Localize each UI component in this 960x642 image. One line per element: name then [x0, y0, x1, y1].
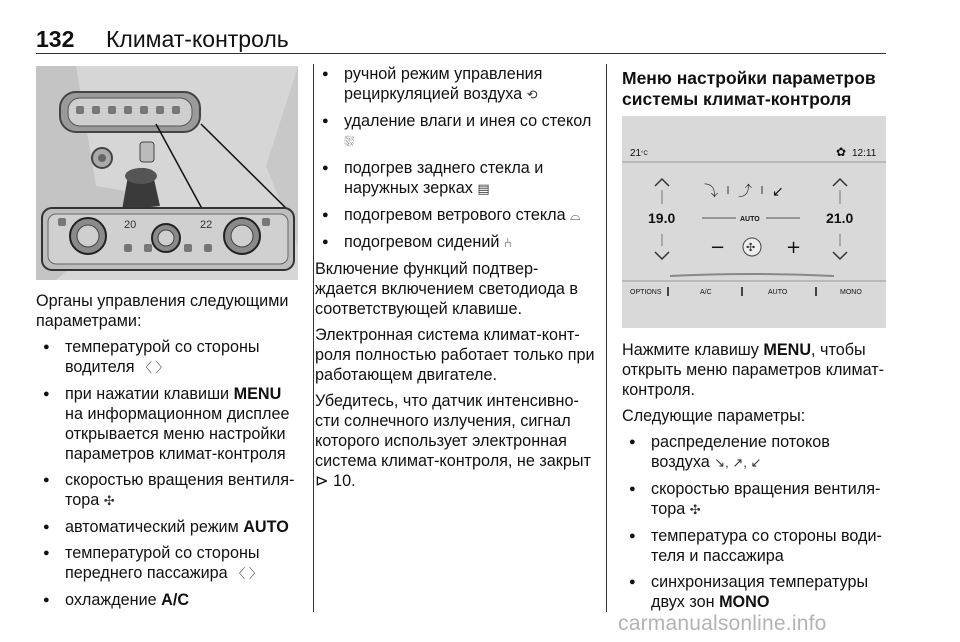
col3-list: [622, 432, 886, 612]
page-reference-link[interactable]: ⊳ 10.: [315, 472, 356, 490]
ac-button: A/C: [700, 289, 712, 296]
fan-icon: ✣: [103, 493, 115, 508]
list-item: ● удаление влаги и инея со стекол ⛆: [315, 111, 595, 152]
col2-paragraph-2: Электронная система климат-конт-роля полностью работает только при работающем двигателе.: [315, 326, 595, 384]
list-item: ● температурой со стороны водителя 〈 〉: [36, 337, 298, 378]
list-item: ● подогревом сидений ⑃: [315, 232, 595, 253]
climate-screen: [622, 116, 886, 328]
outside-temperature: 21: [630, 148, 642, 159]
column-separator: [606, 64, 607, 612]
page-header: [36, 24, 886, 54]
section-title: Климат-контроль: [106, 26, 289, 52]
left-temperature: 19.0: [648, 210, 676, 226]
fan-increase-button: +: [786, 237, 802, 258]
seat-heat-icon: ⑃: [503, 235, 512, 250]
col3-params-label: Следующие параметры:: [622, 407, 806, 425]
menu-key: MENU: [763, 341, 812, 359]
col2-list: [315, 64, 595, 253]
list-item: ● автоматический режим AUTO: [36, 517, 298, 537]
rear-window-heat-icon: ▤: [477, 181, 490, 196]
column-3: [622, 340, 886, 618]
auto-key: AUTO: [243, 518, 289, 536]
list-item: ● охлаждение A/C: [36, 590, 298, 610]
list-item: ● распределение потоков воздуха ↘, ↗, ↙: [622, 432, 886, 473]
menu-key: MENU: [233, 385, 282, 403]
column-2: [315, 64, 595, 497]
ac-key: A/C: [161, 591, 190, 609]
column-1: [36, 291, 298, 616]
list-item: ● скоростью вращения вентиля-тора ✣: [36, 470, 298, 511]
menu-section-heading: Меню настройки параметров системы климат-контроля: [622, 68, 876, 109]
auto-mode-label: AUTO: [740, 216, 760, 223]
gear-icon: ✿: [836, 145, 847, 159]
list-item: ● ручной режим управления рециркуляцией воздуха ⟲: [315, 64, 595, 105]
airflow-distribution-icon: ↘, ↗, ↙: [714, 455, 762, 470]
console-left-display: 20: [124, 219, 137, 231]
list-item: ● скоростью вращения вентиля-тора ✣: [622, 479, 886, 520]
console-photo: [36, 66, 298, 280]
fan-icon: ✣: [689, 502, 701, 517]
header-rule: [36, 53, 886, 54]
fan-decrease-button: −: [710, 237, 726, 258]
right-temperature: 21.0: [826, 210, 854, 226]
airflow-lower-icon: ↙: [772, 184, 784, 200]
options-button: OPTIONS: [630, 289, 662, 296]
col3-intro: Нажмите клавишу MENU, чтобы открыть меню параметров климат-контроля.: [622, 341, 885, 399]
mono-key: MONO: [719, 593, 770, 611]
temperature-knob-icon: 〈 〉: [138, 360, 169, 375]
airflow-middle-icon: ⤴: [738, 184, 752, 200]
list-item: ● температурой со стороны переднего пассажира 〈 〉: [36, 543, 298, 584]
list-item: ● синхронизация температуры двух зон MONO: [622, 572, 886, 612]
col1-list: [36, 337, 298, 610]
list-item: ● подогрев заднего стекла и наружных зерках ▤: [315, 158, 595, 199]
console-right-display: 22: [200, 219, 213, 231]
recirculation-icon: ⟲: [526, 87, 538, 102]
clock: 12:11: [852, 148, 877, 159]
airflow-upper-icon: ⤵: [704, 184, 718, 200]
col2-paragraph-3: Убедитесь, что датчик интенсивно-сти солнечного излучения, сигнал которого использует электронная система климат-контроля, не закрыт ⊳ 10.: [315, 392, 591, 490]
list-item: ● при нажатии клавиши MENU на информационном дисплее открывается меню настройки параметров климат-контроля: [36, 384, 298, 464]
list-item: ● подогревом ветрового стекла ⌓: [315, 205, 595, 226]
mono-button: MONO: [840, 289, 862, 296]
fan-icon: ✣: [746, 242, 756, 254]
col1-intro: Органы управления следующими параметрами:: [36, 292, 289, 330]
watermark: carmanualsonline.info: [618, 612, 827, 635]
list-item: ● температура со стороны води-теля и пассажира: [622, 526, 886, 566]
column-separator: [313, 64, 314, 612]
climate-screen-figure: [622, 116, 886, 328]
temperature-unit: °C: [641, 151, 648, 157]
windshield-heat-icon: ⌓: [570, 208, 581, 223]
auto-button: AUTO: [768, 289, 788, 296]
page-number: 132: [36, 26, 75, 52]
col2-paragraph-1: Включение функций подтвер-ждается включением светодиода в соответствующей клавише.: [315, 260, 579, 318]
temperature-knob-icon: 〈 〉: [232, 566, 262, 581]
console-illustration: [36, 66, 298, 280]
defrost-max-icon: ⛆: [344, 134, 355, 149]
